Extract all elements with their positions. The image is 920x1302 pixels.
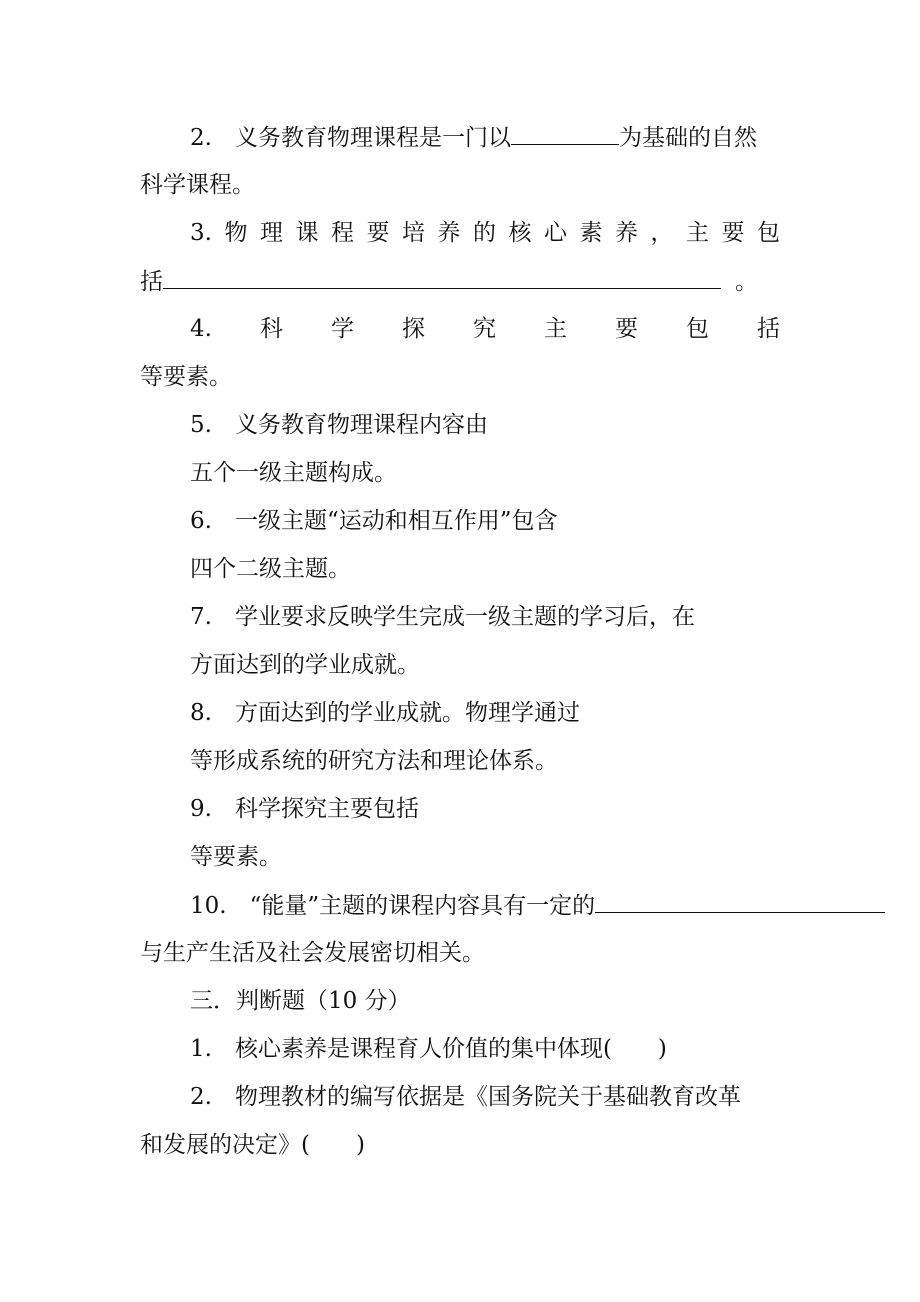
answer-blank[interactable]: [163, 266, 721, 289]
question-char: 理: [259, 220, 283, 246]
question-char: 要: [614, 316, 638, 342]
question-2-continuation: 科学课程。: [140, 172, 255, 198]
question-char: 素: [579, 220, 603, 246]
question-char: 程: [330, 220, 354, 246]
question-5-continuation: 五个一级主题构成。: [190, 460, 397, 486]
true-false-question-2-continuation: 和发展的决定》( ): [140, 1132, 365, 1158]
question-6-continuation: 四个二级主题。: [190, 556, 351, 582]
question-3-continuation: [140, 266, 758, 296]
question-char: 究: [472, 316, 496, 342]
question-5: 5. 义务教育物理课程内容由: [190, 412, 488, 438]
question-9: 9. 科学探究主要包括: [190, 796, 419, 822]
question-4: [190, 314, 780, 344]
question-4-continuation: 等要素。: [140, 364, 232, 390]
question-char: 探: [401, 316, 425, 342]
question-number: 3.: [190, 220, 212, 246]
question-char: 课: [295, 220, 319, 246]
question-char: ，: [650, 220, 674, 246]
question-text: 为基础的自然: [618, 125, 757, 151]
answer-blank[interactable]: [595, 890, 885, 913]
answer-blank[interactable]: [511, 122, 619, 145]
question-7: 7. 学业要求反映学生完成一级主题的学习后，在: [190, 604, 695, 630]
question-10-continuation: 与生产生活及社会发展密切相关。: [140, 940, 485, 966]
question-char: 核: [508, 220, 532, 246]
question-number: 4.: [190, 316, 212, 342]
question-char: 养: [614, 220, 638, 246]
question-char: 养: [437, 220, 461, 246]
question-char: 包: [685, 316, 709, 342]
question-text: 括: [140, 269, 163, 295]
question-char: 要: [721, 220, 745, 246]
question-char: 包: [756, 220, 780, 246]
question-char: 学: [330, 316, 354, 342]
question-3: [190, 218, 780, 248]
question-char: 要: [366, 220, 390, 246]
true-false-question-1: 1. 核心素养是课程育人价值的集中体现( ): [190, 1036, 667, 1062]
question-7-continuation: 方面达到的学业成就。: [190, 652, 420, 678]
question-10: [190, 890, 885, 920]
question-text: 义务教育物理课程是一门以: [234, 125, 511, 151]
question-text: 10. “能量”主题的课程内容具有一定的: [190, 893, 596, 919]
question-char: 物: [224, 220, 248, 246]
question-char: 的: [472, 220, 496, 246]
question-char: 科: [259, 316, 283, 342]
question-8: 8. 方面达到的学业成就。物理学通过: [190, 700, 580, 726]
question-2: [190, 122, 757, 152]
section-heading: 三．判断题（10 分）: [190, 988, 411, 1014]
question-number: 2.: [190, 125, 212, 151]
question-8-continuation: 等形成系统的研究方法和理论体系。: [190, 748, 558, 774]
question-9-continuation: 等要素。: [190, 844, 282, 870]
question-char: 括: [756, 316, 780, 342]
question-text: 。: [735, 269, 758, 295]
question-char: 主: [543, 316, 567, 342]
question-char: 培: [401, 220, 425, 246]
question-6: 6. 一级主题“运动和相互作用”包含: [190, 508, 558, 534]
true-false-question-2: 2. 物理教材的编写依据是《国务院关于基础教育改革: [190, 1084, 741, 1110]
question-char: 心: [543, 220, 567, 246]
question-char: 主: [685, 220, 709, 246]
